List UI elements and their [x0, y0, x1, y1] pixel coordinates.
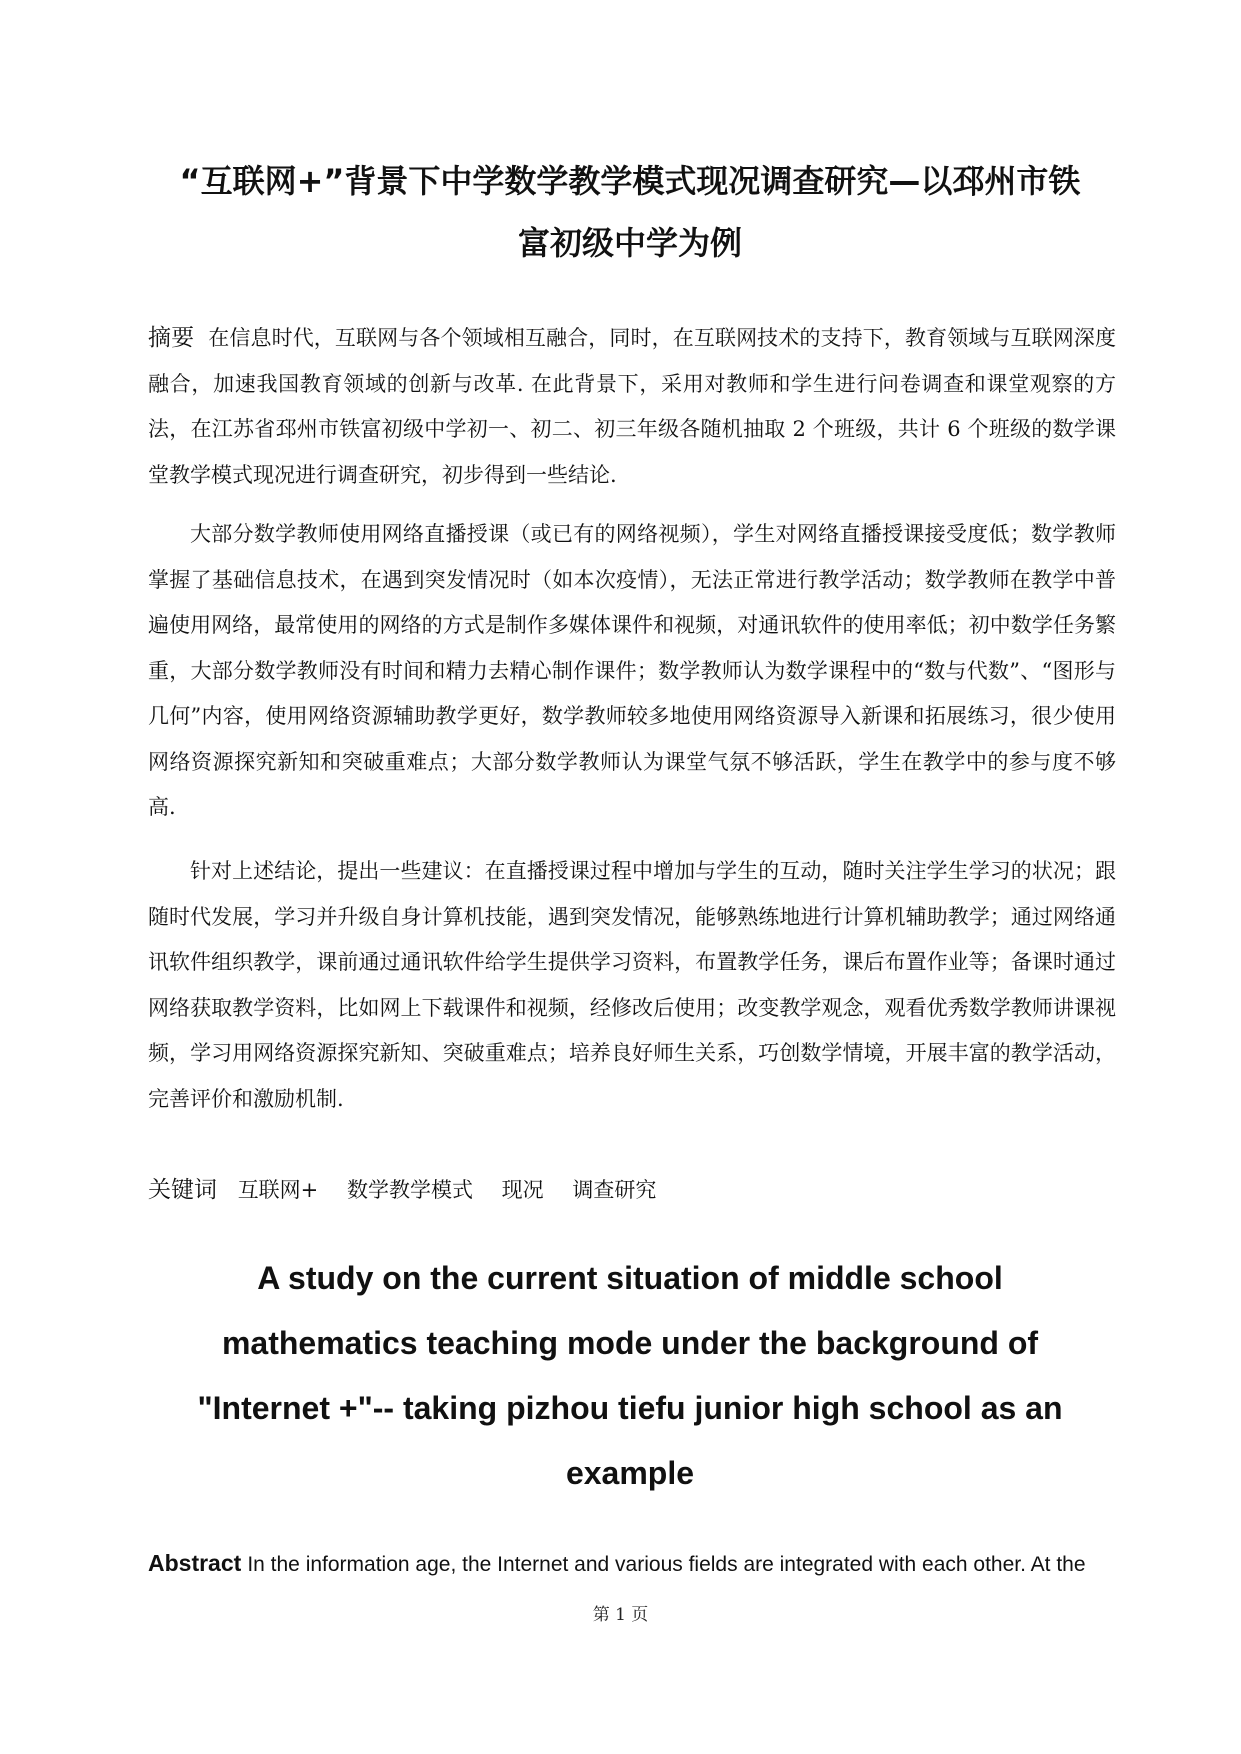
chinese-abstract-heading: 摘要: [148, 325, 195, 351]
chinese-abstract-text-3: 针对上述结论，提出一些建议：在直播授课过程中增加与学生的互动，随时关注学生学习的状况；跟随时代发展，学习并升级自身计算机技能，遇到突发情况，能够熟练地进行计算机辅助教学；通过网络通讯软件组织教学，课前通过通讯软件给学生提供学习资料，布置教学任务，课后布置作业等；备课时通过网络获取教学资料，比如网上下载课件和视频，经修改后使用；改变教学观念，观看优秀数学教师讲课视频，学习用网络资源探究新知、突破重难点；培养良好师生关系，巧创数学情境，开展丰富的教学活动，完善评价和激励机制.: [148, 859, 1116, 1111]
chinese-abstract-paragraph-3: [148, 849, 1116, 1122]
chinese-title: [150, 150, 1110, 274]
english-title-line-4: example: [565, 1455, 695, 1491]
english-abstract: [148, 1543, 1116, 1585]
chinese-abstract-paragraph-1: [148, 316, 1116, 498]
chinese-abstract-text-2: 大部分数学教师使用网络直播授课（或已有的网络视频），学生对网络直播授课接受度低；数学教师掌握了基础信息技术，在遇到突发情况时（如本次疫情），无法正常进行教学活动；数学教师在教学中普遍使用网络，最常使用的网络的方式是制作多媒体课件和视频，对通讯软件的使用率低；初中数学任务繁重，大部分数学教师没有时间和精力去精心制作课件；数学教师认为数学课程中的“数与代数”、“图形与几何”内容，使用网络资源辅助教学更好，数学教师较多地使用网络资源导入新课和拓展练习，很少使用网络资源探究新知和突破重难点；大部分数学教师认为课堂气氛不够活跃，学生在教学中的参与度不够高.: [148, 522, 1116, 819]
keyword: 数学教学模式: [346, 1178, 473, 1202]
english-title-line-1: A study on the current situation of middle school: [257, 1260, 1003, 1296]
english-abstract-heading: Abstract: [148, 1550, 242, 1576]
english-title: [160, 1246, 1100, 1506]
page-number: 第 1 页: [592, 1605, 649, 1625]
keyword: 调查研究: [572, 1178, 657, 1202]
chinese-abstract-text-1: 在信息时代，互联网与各个领域相互融合，同时，在互联网技术的支持下，教育领域与互联网深度融合，加速我国教育领域的创新与改革. 在此背景下，采用对教师和学生进行问卷调查和课堂观察的方法，在江苏省邳州市铁富初级中学初一、初二、初三年级各随机抽取 2 个班级，共计 6 个班级的数学课堂教学模式现况进行调查研究，初步得到一些结论.: [148, 326, 1117, 487]
chinese-abstract-paragraph-2: [148, 512, 1116, 831]
chinese-title-line-1: “互联网+”背景下中学数学教学模式现况调查研究—以邳州市铁: [179, 162, 1081, 200]
keywords-line: [148, 1170, 678, 1210]
chinese-title-line-2: 富初级中学为例: [517, 224, 742, 262]
english-title-line-2: mathematics teaching mode under the background of: [221, 1325, 1039, 1361]
keyword: 现况: [501, 1178, 544, 1202]
english-title-line-3: "Internet +"-- taking pizhou tiefu junior high school as an: [197, 1390, 1063, 1426]
keywords-heading: 关键词: [148, 1177, 217, 1203]
keyword: 互联网+: [237, 1178, 319, 1202]
english-abstract-text: In the information age, the Internet and various fields are integrated with each other. At the: [247, 1553, 1086, 1576]
